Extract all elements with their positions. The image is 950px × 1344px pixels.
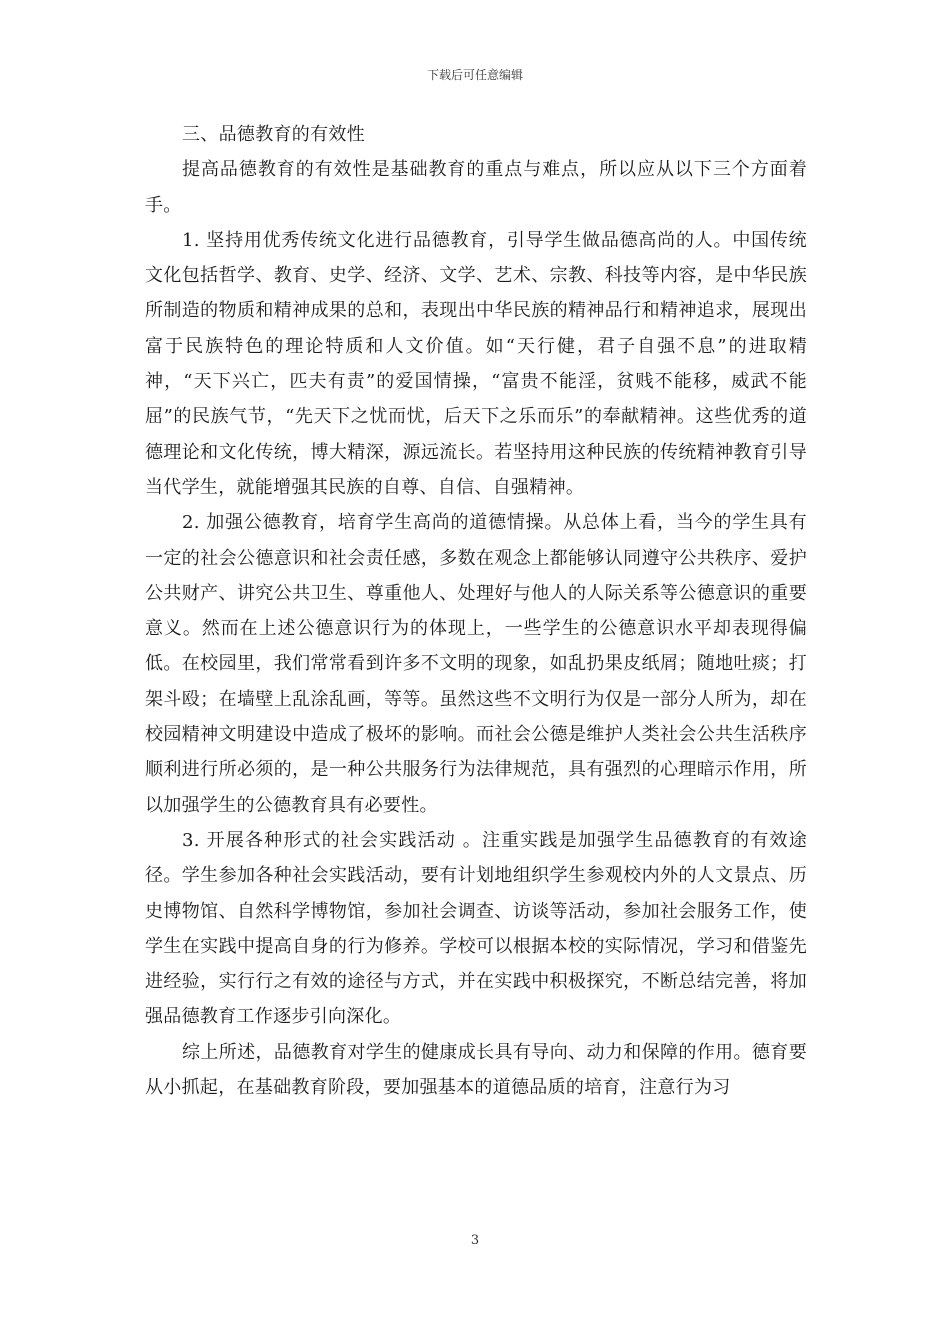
paragraph-2: 2. 加强公德教育，培育学生高尚的道德情操。从总体上看，当今的学生具有一定的社会公德意识和社会责任感，多数在观念上都能够认同遵守公共秩序、爱护公共财产、讲究公共卫生、尊重他人、处理好与他人的人际关系等公德意识的重要意义。然而在上述公德意识行为的体现上，一些学生的公德意识水平却表现得偏低。在校园里，我们常常看到许多不文明的现象，如乱扔果皮纸屑；随地吐痰；打架斗殴；在墙壁上乱涂乱画，等等。虽然这些不文明行为仅是一部分人所为，却在校园精神文明建设中造成了极坏的影响。而社会公德是维护人类社会公共生活秩序顺利进行所必须的，是一种公共服务行为法律规范，具有强烈的心理暗示作用，所以加强学生的公德教育具有必要性。 <box>145 512 807 816</box>
document-body <box>145 117 807 1105</box>
paragraph-3: 3. 开展各种形式的社会实践活动 。注重实践是加强学生品德教育的有效途径。学生参加各种社会实践活动，要有计划地组织学生参观校内外的人文景点、历史博物馆、自然科学博物馆，参加社会调查、访谈等活动，参加社会服务工作，使学生在实践中提高自身的行为修养。学校可以根据本校的实际情况，学习和借鉴先进经验，实行行之有效的途径与方式，并在实践中积极探究，不断总结完善，将加强品德教育工作逐步引向深化。 <box>145 829 807 1028</box>
section-heading: 三、品德教育的有效性 <box>182 124 365 145</box>
page-number: 3 <box>470 1233 480 1248</box>
paragraph-1: 1. 坚持用优秀传统文化进行品德教育，引导学生做品德高尚的人。中国传统文化包括哲学、教育、史学、经济、文学、艺术、宗教、科技等内容，是中华民族所制造的物质和精神成果的总和，表现出中华民族的精神品行和精神追求，展现出富于民族特色的理论特质和人文价值。如“天行健，君子自强不息”的进取精神，“天下兴亡，匹夫有责”的爱国情操，“富贵不能淫，贫贱不能移，威武不能屈”的民族气节，“先天下之忧而忧，后天下之乐而乐”的奉献精神。这些优秀的道德理论和文化传统，博大精深，源远流长。若坚持用这种民族的传统精神教育引导当代学生，就能增强其民族的自尊、自信、自强精神。 <box>145 229 807 498</box>
paragraph-4: 综上所述，品德教育对学生的健康成长具有导向、动力和保障的作用。德育要从小抓起，在基础教育阶段，要加强基本的道德品质的培育，注意行为习 <box>145 1041 807 1099</box>
intro-paragraph: 提高品德教育的有效性是基础教育的重点与难点，所以应从以下三个方面着手。 <box>145 159 807 216</box>
page-header: 下载后可任意编辑 <box>426 68 523 82</box>
